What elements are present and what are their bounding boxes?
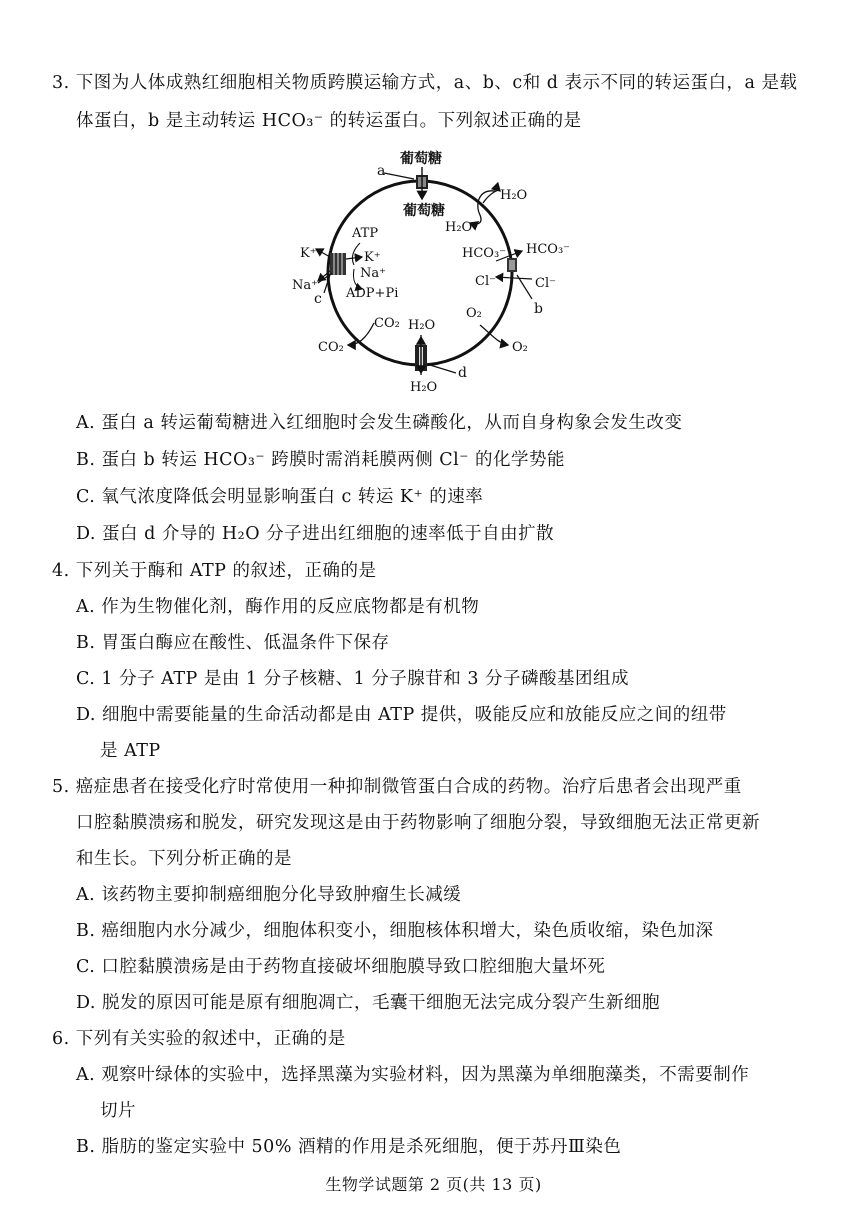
q3-stem-line2: 体蛋白，b 是主动转运 HCO₃⁻ 的转运蛋白。下列叙述正确的是 [76,111,582,131]
k-inside: K⁺ [364,250,381,265]
glucose-inside: 葡萄糖 [403,203,445,219]
protein-b [507,258,517,272]
q3-option-c: C. 氧气浓度降低会明显影响蛋白 c 转运 K⁺ 的速率 [76,487,484,507]
h2o-bottom-inside: H₂O [408,318,436,333]
k-outside: K⁺ [300,246,317,261]
glucose-outside: 葡萄糖 [400,151,442,167]
q4-option-c: C. 1 分子 ATP 是由 1 分子核糖、1 分子腺苷和 3 分子磷酸基团组成 [76,669,630,689]
co2-outside: CO₂ [318,340,344,355]
q5-option-c: C. 口腔黏膜溃疡是由于药物直接破坏细胞膜导致口腔细胞大量坏死 [76,957,606,977]
q5-option-b: B. 癌细胞内水分减少，细胞体积变小，细胞核体积增大，染色质收缩，染色加深 [76,921,714,941]
protein-c [330,253,346,275]
cl-outside: Cl⁻ [535,276,556,291]
q6-stem: 6. 下列有关实验的叙述中，正确的是 [52,1029,346,1049]
q3-option-d: D. 蛋白 d 介导的 H₂O 分子进出红细胞的速率低于自由扩散 [76,524,555,544]
q4-option-d: D. 细胞中需要能量的生命活动都是由 ATP 提供，吸能反应和放能反应之间的纽带 [76,705,727,725]
adp-label: ADP+Pi [346,286,399,301]
q4-stem: 4. 下列关于酶和 ATP 的叙述，正确的是 [52,561,377,581]
q3-option-b: B. 蛋白 b 转运 HCO₃⁻ 跨膜时需消耗膜两侧 Cl⁻ 的化学势能 [76,450,566,470]
o2-outside: O₂ [512,340,528,355]
label-b: b [534,301,543,317]
label-d: d [458,365,467,381]
q5-option-d: D. 脱发的原因可能是原有细胞凋亡，毛囊干细胞无法完成分裂产生新细胞 [76,993,661,1013]
h2o-top-outside: H₂O [500,188,528,203]
h2o-bottom-outside: H₂O [410,380,438,395]
q5-stem-line2: 口腔黏膜溃疡和脱发，研究发现这是由于药物影响了细胞分裂，导致细胞无法正常更新 [76,813,760,833]
page-footer: 生物学试题第 2 页(共 13 页) [325,1175,542,1194]
label-c: c [314,291,322,307]
co2-inside: CO₂ [374,316,400,331]
q3-option-a: A. 蛋白 a 转运葡萄糖进入红细胞时会发生磷酸化，从而自身构象会发生改变 [76,413,683,433]
q5-stem-line1: 5. 癌症患者在接受化疗时常使用一种抑制微管蛋白合成的药物。治疗后患者会出现严重 [52,777,742,797]
h2o-top-inside: H₂O [445,220,473,235]
q4-option-a: A. 作为生物催化剂，酶作用的反应底物都是有机物 [76,597,480,617]
q6-option-a-cont: 切片 [100,1101,136,1121]
q6-option-b: B. 脂肪的鉴定实验中 50% 酒精的作用是杀死细胞，便于苏丹Ⅲ染色 [76,1137,622,1157]
q4-option-b: B. 胃蛋白酶应在酸性、低温条件下保存 [76,633,390,653]
q5-stem-line3: 和生长。下列分析正确的是 [76,849,292,869]
na-inside: Na⁺ [360,266,386,281]
q3-stem-line1: 3. 下图为人体成熟红细胞相关物质跨膜运输方式，a、b、c和 d 表示不同的转运蛋白，a 是载 [52,73,798,93]
cl-inside: Cl⁻ [475,274,496,289]
o2-inside: O₂ [466,306,482,321]
label-a: a [377,163,386,179]
na-outside: Na⁺ [292,278,318,293]
membrane-transport-diagram [270,145,590,395]
hco3-inside: HCO₃⁻ [462,246,507,261]
atp-label: ATP [352,226,379,241]
q4-option-d-cont: 是 ATP [100,741,161,761]
hco3-outside: HCO₃⁻ [526,242,571,257]
q6-option-a: A. 观察叶绿体的实验中，选择黑藻为实验材料，因为黑藻为单细胞藻类，不需要制作 [76,1065,750,1085]
q5-option-a: A. 该药物主要抑制癌细胞分化导致肿瘤生长减缓 [76,885,462,905]
